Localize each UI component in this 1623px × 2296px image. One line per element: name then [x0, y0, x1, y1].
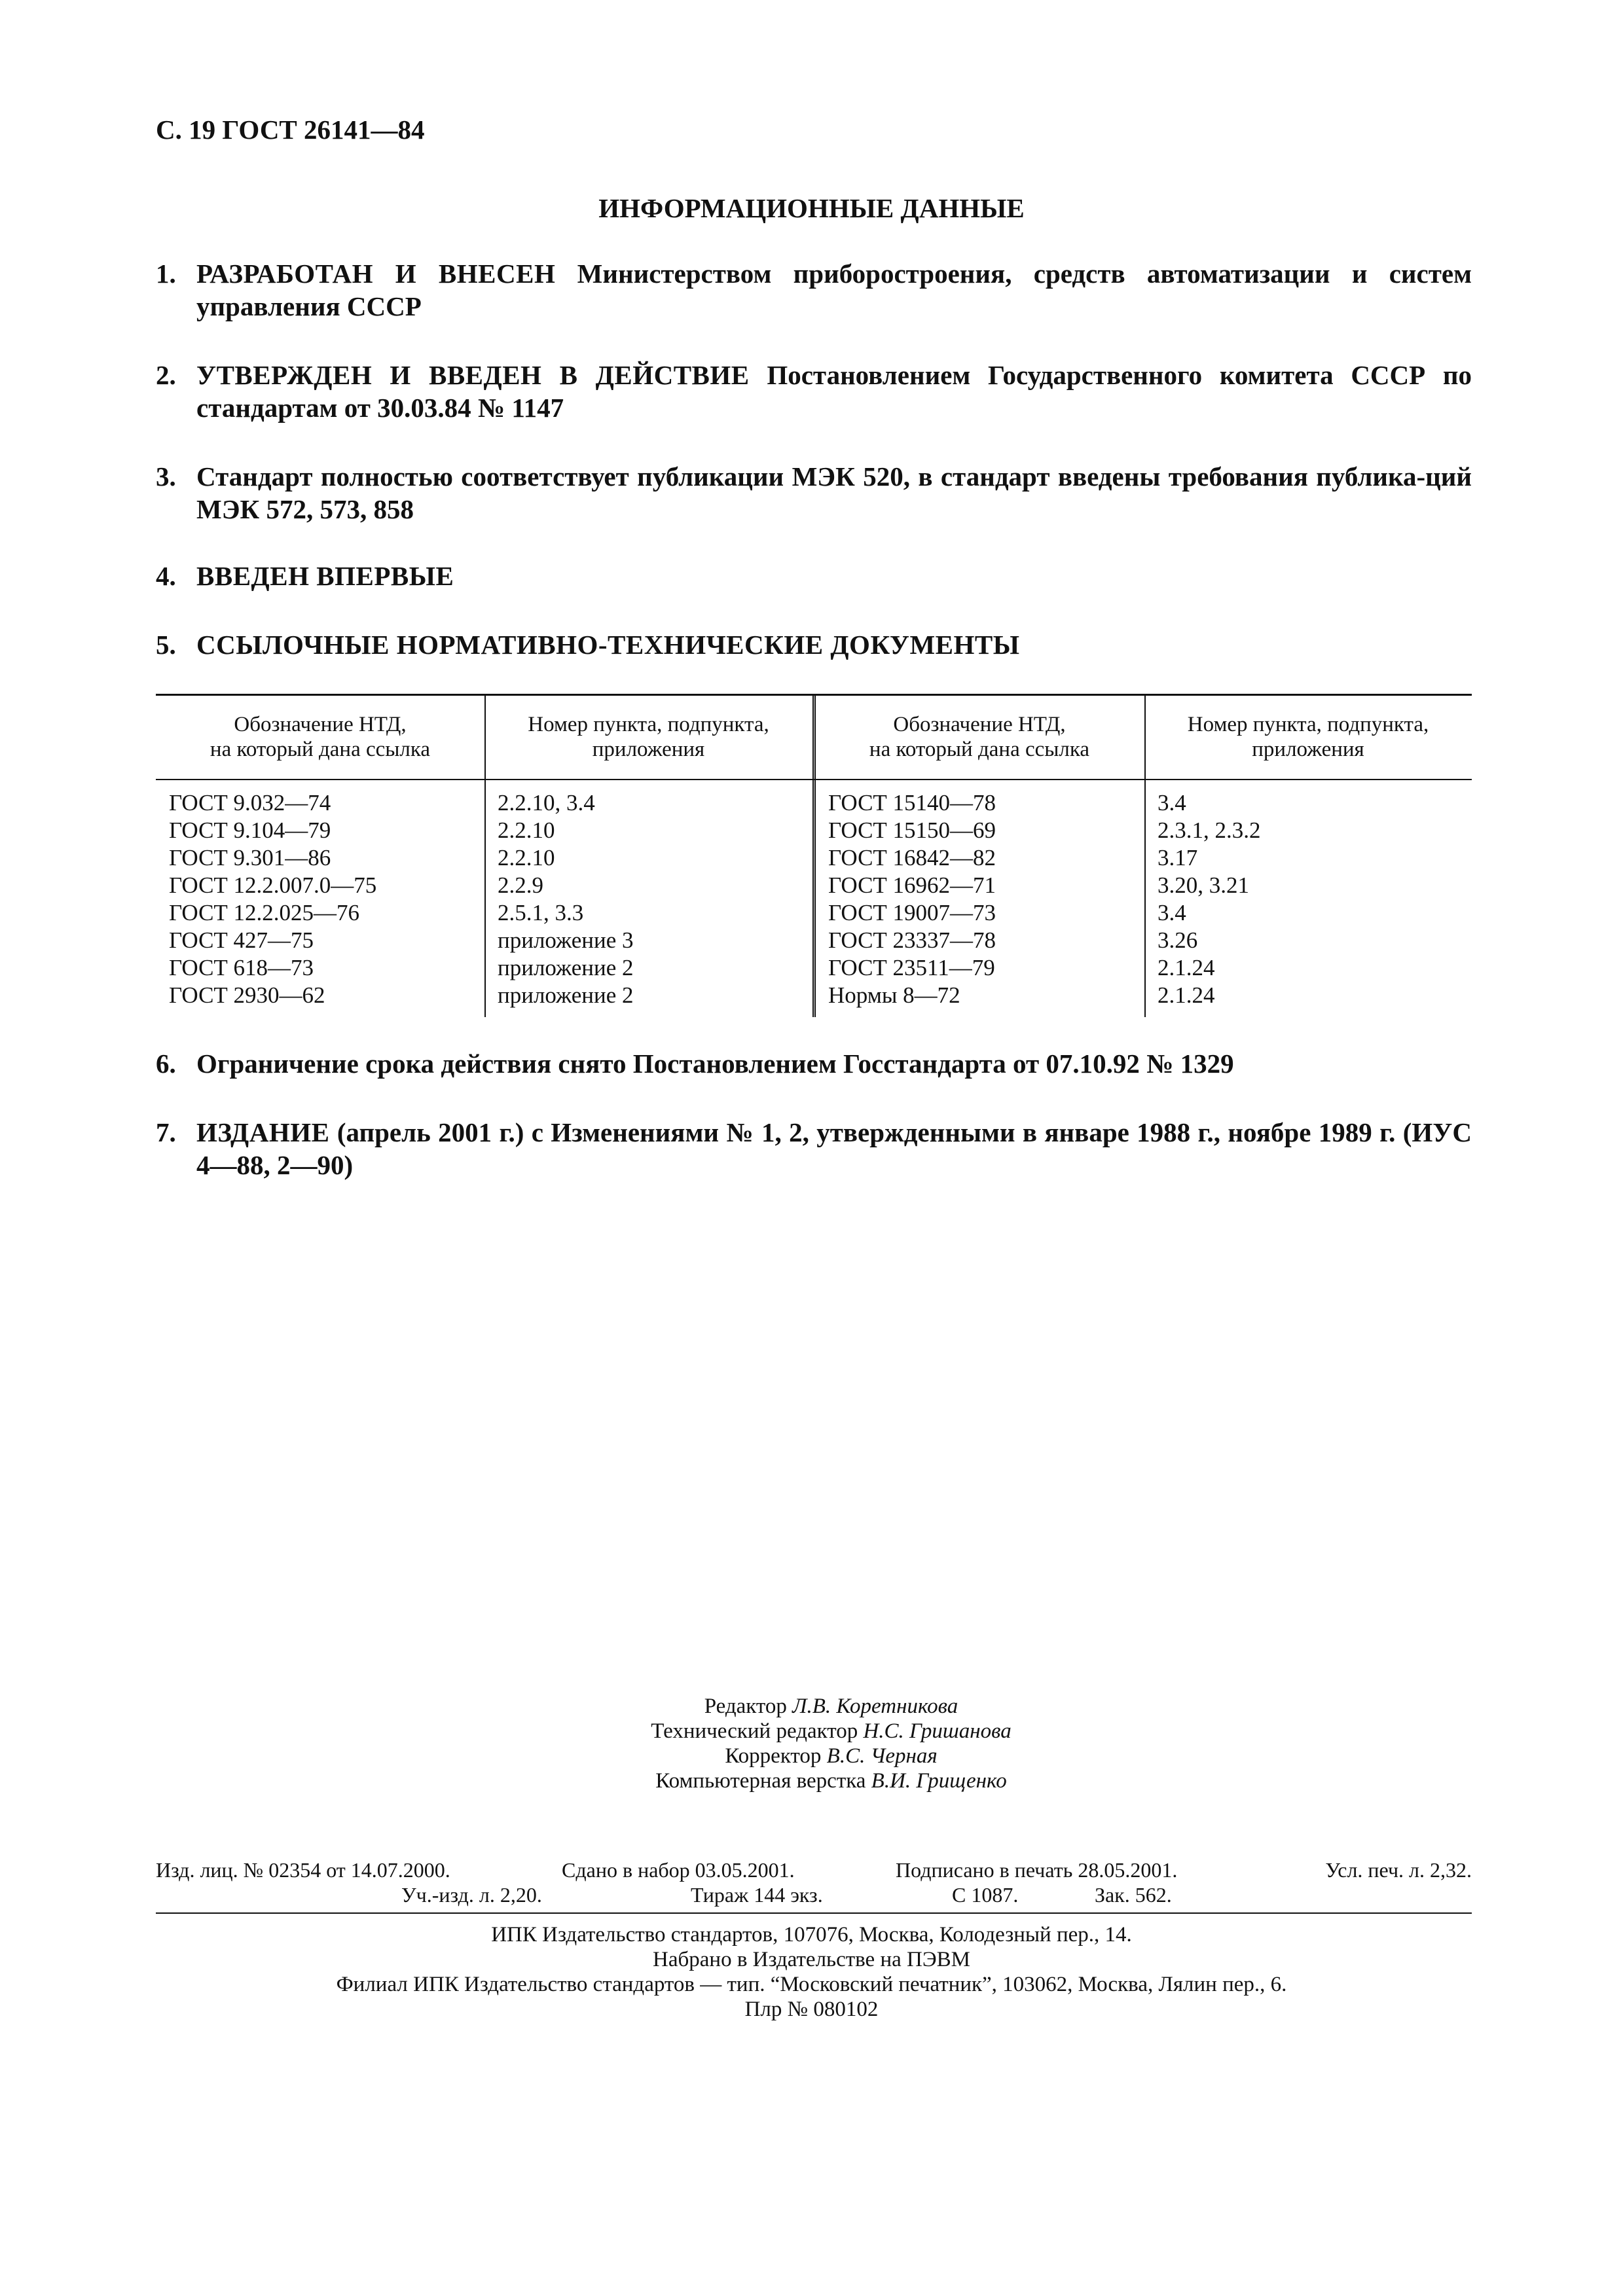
- typeset-date: Сдано в набор 03.05.2001.: [562, 1858, 795, 1882]
- table-cell: ГОСТ 427—75: [169, 927, 314, 953]
- table-cell: ГОСТ 9.032—74: [169, 790, 331, 816]
- table-cell: ГОСТ 15140—78: [828, 790, 996, 816]
- table-cell: ГОСТ 15150—69: [828, 817, 996, 843]
- credit-role: Технический редактор: [651, 1719, 858, 1743]
- header-line: Номер пункта, подпункта,: [1187, 713, 1429, 736]
- credit-name: В.С. Черная: [826, 1744, 938, 1768]
- header-line: Обозначение НТД,: [234, 713, 407, 736]
- imprint-line: Плр № 080102: [744, 1998, 879, 2021]
- item-number: 1.: [156, 259, 176, 289]
- item-lead: УТВЕРЖДЕН И ВВЕДЕН В ДЕЙСТВИЕ: [196, 360, 750, 390]
- table-cell: ГОСТ 9.301—86: [169, 845, 331, 870]
- table-cell: приложение 3: [498, 927, 634, 953]
- header-line: приложения: [592, 738, 705, 761]
- credit-line: [0, 1694, 1623, 1719]
- c-number: С 1087.: [952, 1883, 1019, 1907]
- table-cell: 3.26: [1158, 927, 1198, 953]
- pub-sheets: Уч.-изд. л. 2,20.: [401, 1883, 542, 1907]
- item-text: Ограничение срока действия снято Постановлением Госстандарта от 07.10.92 № 1329: [196, 1049, 1234, 1079]
- table-cell: ГОСТ 16962—71: [828, 872, 996, 898]
- credit-role: Корректор: [725, 1744, 822, 1768]
- item-text: (апрель 2001 г.) с Изменениями № 1, 2, утвержденными в январе 1988 г., ноябре 1989 г. (ИУС 4—88, 2—90): [196, 1117, 1472, 1180]
- table-cell: ГОСТ 23337—78: [828, 927, 996, 953]
- table-cell: ГОСТ 2930—62: [169, 982, 325, 1008]
- license-text: Изд. лиц. № 02354 от 14.07.2000.: [156, 1858, 450, 1882]
- order-number: Зак. 562.: [1095, 1883, 1172, 1907]
- signed-date: Подписано в печать 28.05.2001.: [896, 1858, 1178, 1882]
- item-text: Постановлением Государственного комитета СССР по стандартам от 30.03.84 № 1147: [196, 360, 1472, 423]
- table-cell: ГОСТ 19007—73: [828, 900, 996, 925]
- right-refs-column: [1158, 789, 1261, 1009]
- item-text: Стандарт полностью соответствует публикации МЭК 520, в стандарт введены требования публика-ций МЭК 572, 573, 858: [196, 461, 1472, 524]
- credit-name: Н.С. Гришанова: [863, 1719, 1012, 1743]
- table-cell: ГОСТ 12.2.007.0—75: [169, 872, 377, 898]
- item-lead: ИЗДАНИЕ: [196, 1117, 330, 1147]
- table-cell: 2.1.24: [1158, 982, 1215, 1008]
- editorial-credits: [0, 1694, 1623, 1793]
- left-docs-column: [169, 789, 376, 1009]
- item-lead: РАЗРАБОТАН И ВНЕСЕН: [196, 259, 556, 289]
- table-cell: 2.2.10: [498, 845, 555, 870]
- imprint-rule: [156, 1912, 1472, 1914]
- table-cell: 2.2.10: [498, 817, 555, 843]
- table-cell: 2.3.1, 2.3.2: [1158, 817, 1261, 843]
- print-sheets: Усл. печ. л. 2,32.: [1325, 1858, 1472, 1882]
- item-text: Министерством приборостроения, средств автоматизации и систем управления СССР: [196, 259, 1472, 321]
- table-header: [814, 712, 1144, 762]
- item-number: 7.: [156, 1117, 176, 1147]
- section-title: ИНФОРМАЦИОННЫЕ ДАННЫЕ: [598, 193, 1025, 223]
- item-2: [156, 359, 1472, 424]
- credit-line: [0, 1744, 1623, 1768]
- item-number: 5.: [156, 630, 176, 660]
- item-4: [156, 560, 1472, 592]
- header-line: Номер пункта, подпункта,: [528, 713, 769, 736]
- table-header: [156, 712, 484, 762]
- credit-line: [0, 1719, 1623, 1744]
- item-3: [156, 460, 1472, 526]
- table-header: [484, 712, 812, 762]
- table-cell: приложение 2: [498, 982, 634, 1008]
- imprint-line: Набрано в Издательстве на ПЭВМ: [653, 1948, 970, 1971]
- credit-name: В.И. Грищенко: [871, 1769, 1007, 1793]
- publisher-imprint: [0, 1922, 1623, 2022]
- print-info: [156, 1857, 1472, 1907]
- table-cell: ГОСТ 9.104—79: [169, 817, 331, 843]
- left-refs-column: [498, 789, 634, 1009]
- credit-line: [0, 1768, 1623, 1793]
- print-run: Тираж 144 экз.: [691, 1883, 823, 1907]
- item-lead: ССЫЛОЧНЫЕ НОРМАТИВНО-ТЕХНИЧЕСКИЕ ДОКУМЕНТЫ: [196, 630, 1020, 660]
- header-line: Обозначение НТД,: [893, 713, 1066, 736]
- table-cell: 2.1.24: [1158, 955, 1215, 980]
- item-number: 3.: [156, 461, 176, 492]
- table-cell: 2.2.9: [498, 872, 543, 898]
- header-line: приложения: [1252, 738, 1364, 761]
- credit-role: Компьютерная верстка: [655, 1769, 866, 1793]
- right-docs-column: [828, 789, 996, 1009]
- table-cell: Нормы 8—72: [828, 982, 960, 1008]
- page-header: С. 19 ГОСТ 26141—84: [156, 115, 425, 145]
- header-line: на который дана ссылка: [869, 738, 1090, 761]
- table-cell: 2.2.10, 3.4: [498, 790, 595, 816]
- item-number: 6.: [156, 1049, 176, 1079]
- item-number: 4.: [156, 561, 176, 591]
- item-6: [156, 1047, 1472, 1080]
- table-cell: 3.4: [1158, 900, 1186, 925]
- table-cell: ГОСТ 12.2.025—76: [169, 900, 360, 925]
- table-cell: приложение 2: [498, 955, 634, 980]
- item-number: 2.: [156, 360, 176, 390]
- item-1: [156, 257, 1472, 323]
- header-line: на который дана ссылка: [210, 738, 431, 761]
- table-cell: ГОСТ 618—73: [169, 955, 314, 980]
- item-lead: ВВЕДЕН ВПЕРВЫЕ: [196, 561, 454, 591]
- item-5: [156, 628, 1472, 661]
- table-header: [1144, 712, 1472, 762]
- table-cell: 2.5.1, 3.3: [498, 900, 584, 925]
- credit-name: Л.В. Коретникова: [792, 1695, 958, 1718]
- table-cell: ГОСТ 23511—79: [828, 955, 995, 980]
- table-cell: ГОСТ 16842—82: [828, 845, 996, 870]
- imprint-line: ИПК Издательство стандартов, 107076, Москва, Колодезный пер., 14.: [491, 1923, 1132, 1946]
- table-cell: 3.17: [1158, 845, 1198, 870]
- credit-role: Редактор: [704, 1695, 787, 1718]
- table-cell: 3.20, 3.21: [1158, 872, 1249, 898]
- imprint-line: Филиал ИПК Издательство стандартов — тип. “Московский печатник”, 103062, Москва, Лялин пер., 6.: [336, 1973, 1287, 1996]
- item-7: [156, 1116, 1472, 1181]
- table-cell: 3.4: [1158, 790, 1186, 816]
